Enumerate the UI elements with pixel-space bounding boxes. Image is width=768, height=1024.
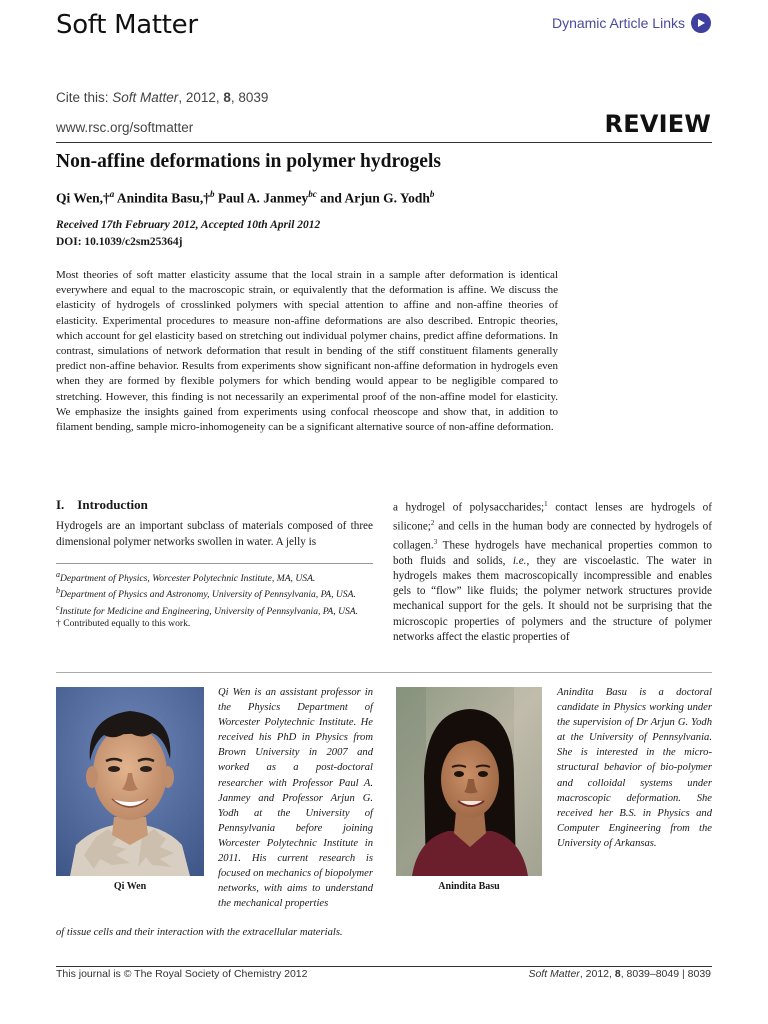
footer-pages: , 8039–8049 | 8039 — [620, 968, 711, 980]
header-divider — [56, 142, 712, 143]
footnote — [56, 602, 373, 618]
biography-anindita-basu: Anindita Basu is a doctoral candidate in Physics working under the supervision of Dr Arjun G. Yodh at the University of Pennsylvania. She is interested in the micro-structural behavior of bio-polymer and colloidal systems under macroscopic deformation. She received her B.S. in Physics and Computer Engineering from the University of Arkansas. — [557, 687, 712, 849]
author-affiliation: b — [429, 189, 435, 199]
biography-divider — [56, 672, 712, 673]
footer-volume: 8 — [614, 968, 621, 980]
reference-link[interactable]: 3 — [433, 537, 438, 546]
intro-text: and cells in the human body are connected by hydrogels of collagen. — [393, 520, 712, 552]
intro-text: contact lenses are hydrogels of silicone; — [393, 501, 712, 533]
citation-line — [56, 90, 268, 105]
dynamic-links-label[interactable]: Dynamic Article Links — [551, 15, 685, 31]
footnote-mark: b — [56, 586, 60, 596]
page-citation — [528, 968, 711, 980]
paper-title: Non-affine deformations in polymer hydrogels — [56, 151, 441, 172]
cite-prefix: Cite this: — [56, 90, 113, 105]
reference-link[interactable]: 1 — [544, 500, 548, 508]
intro-text: , they are viscoelastic. The water in hydrogels makes them macroscopically incompressible and enables gels to “flow” like fluids; the polymer network structures provide mechanical support for the gels. It should not be surprising that the microscopic properties of polymers and the structure of polymer networks affect the elastic properties of — [393, 554, 712, 643]
footnote — [56, 585, 373, 601]
footnote — [56, 569, 373, 585]
received-dates: Received 17th February 2012, Accepted 10th April 2012 — [56, 219, 321, 231]
cite-year: , 2012, — [178, 90, 224, 105]
article-type: REVIEW — [604, 110, 711, 138]
abstract: Most theories of soft matter elasticity assume that the local strain in a sample after deformation is identical everywhere and equal to the macroscopic strain, or equivalently that the deformation is affine. We discuss the elasticity of hydrogels of crosslinked polymers with special attention to affine and non-affine theories of elasticity. Experimental procedures to measure non-affine deformations are also described. Entropic theories, which account for gel elasticity based on stretching out individual polymer chains, predict affine deformations. In contrast, simulations of network deformation that result in bending of the stiff constituent filaments generally predict non-affine behavior. Results from experiments show significant non-affine deformation in hydrogels even when they are formed by flexible polymers for which bending would appear to be negligible compared to stretching. However, this finding is not necessarily an experimental proof of the non-affine model for elasticity. We emphasize the insights gained from experiments using confocal rheoscope and show that, in addition to filament bending, sample micro-inhomogeneity can be a significant alternative source of non-affine deformation. — [56, 269, 558, 434]
cite-volume: 8 — [223, 90, 231, 105]
intro-text: These hydrogels have mechanical properties common to both fluids and solids, — [393, 539, 712, 567]
biography-qi-wen: Qi Wen is an assistant professor in the Physics Department of Worcester Polytechnic Institute. He received his PhD in Physics from Brown University in 2007 and worked as a post-doctoral researcher with Professor Paul A. Janmey and Professor Arjun G. Yodh at the University of Pennsylvania before joining Worcester Polytechnic Institute in 2011. His current research is focused on mechanics of biopolymer networks, with aims to understand the mechanical properties — [218, 687, 373, 910]
author-name: Paul A. Janmey — [217, 190, 309, 206]
footnote-text: Institute for Medicine and Engineering, University of Pennsylvania, PA, USA. — [59, 605, 359, 617]
footnote-mark: † — [56, 618, 61, 630]
footnote-text: Department of Physics and Astronomy, University of Pennsylvania, PA, USA. — [60, 589, 356, 601]
biography-qi-wen-continued: of tissue cells and their interaction with the extracellular materials. — [56, 927, 343, 938]
author-affiliation: b — [209, 189, 215, 199]
author-mark: † — [203, 190, 210, 206]
footer-journal: Soft Matter — [528, 968, 580, 980]
footnote-mark: a — [56, 570, 60, 579]
copyright-notice: This journal is © The Royal Society of Chemistry 2012 — [56, 968, 308, 980]
footnote-text: Contributed equally to this work. — [60, 618, 191, 630]
footer-citation: , 2012, — [579, 968, 615, 980]
intro-paragraph-left: Hydrogels are an important subclass of materials composed of three dimensional polymer networks swollen in water. A jelly is — [56, 520, 373, 548]
dynamic-article-links[interactable] — [552, 13, 711, 33]
author-photo-anindita-basu — [396, 687, 542, 876]
footnote — [56, 618, 373, 630]
author-affiliation: bc — [308, 189, 317, 199]
footer-divider — [56, 966, 712, 967]
footnote-divider — [56, 563, 373, 564]
author-photo-qi-wen — [56, 687, 204, 876]
journal-title: Soft Matter — [56, 10, 198, 40]
footnotes — [56, 569, 373, 630]
author-name: Qi Wen, — [56, 190, 104, 206]
intro-text: i.e. — [512, 554, 527, 567]
intro-text: a hydrogel of polysaccharides; — [393, 501, 545, 514]
author-affiliation: a — [109, 189, 115, 199]
play-arrow-icon[interactable] — [691, 13, 711, 33]
cite-pages: , 8039 — [230, 90, 269, 105]
journal-url-link[interactable]: www.rsc.org/softmatter — [56, 120, 194, 135]
author-list — [56, 189, 434, 207]
footnote-mark: c — [56, 602, 60, 612]
author-name: Anindita Basu, — [116, 190, 204, 206]
reference-link[interactable]: 2 — [430, 518, 435, 527]
author-mark: † — [103, 190, 110, 206]
photo-caption-anindita-basu: Anindita Basu — [438, 881, 500, 892]
photo-caption-qi-wen: Qi Wen — [113, 881, 147, 892]
footnote-text: Department of Physics, Worcester Polytechnic Institute, MA, USA. — [60, 573, 316, 585]
doi-link[interactable]: DOI: 10.1039/c2sm25364j — [56, 236, 183, 248]
author-name: and Arjun G. Yodh — [320, 190, 430, 206]
cite-journal: Soft Matter — [112, 90, 179, 105]
section-heading: I. Introduction — [56, 497, 148, 512]
intro-paragraph-right — [393, 497, 712, 645]
